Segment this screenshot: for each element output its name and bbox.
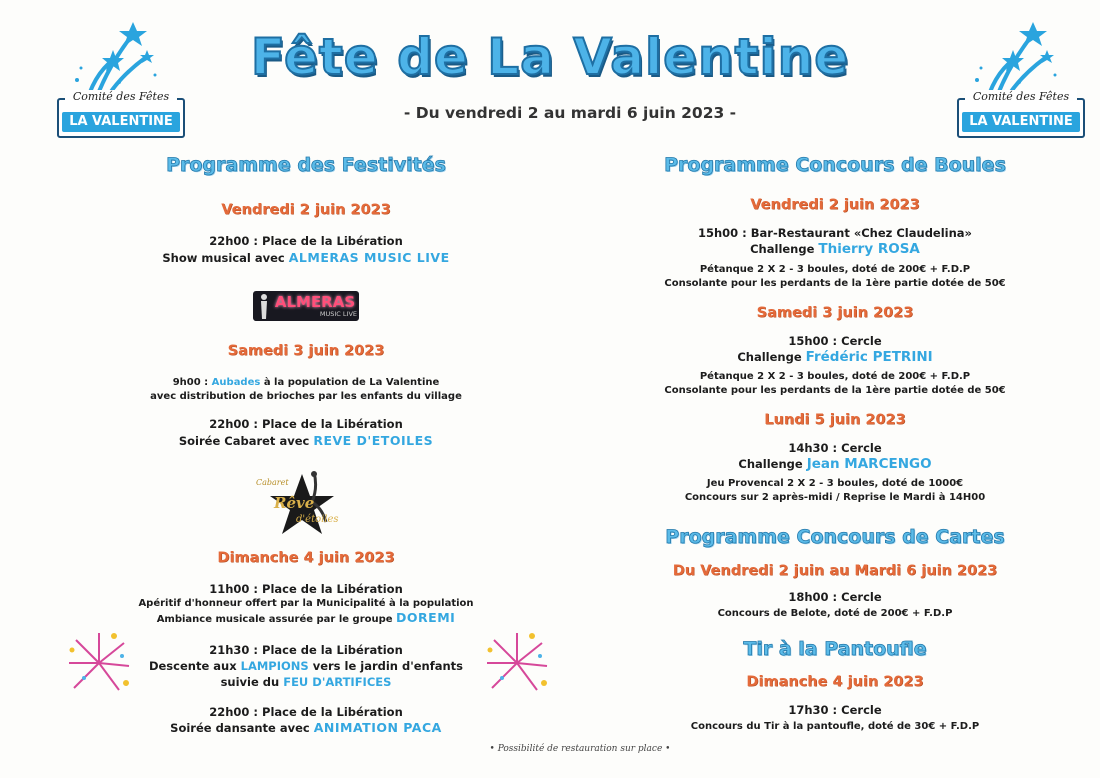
boules-saturday-challenge: Challenge — [737, 350, 806, 364]
saturday-b-line2 — [0, 434, 612, 448]
saturday-a-line2: avec distribution de brioches par les enfants du village — [150, 391, 462, 402]
pantoufle-heading: Dimanche 4 juin 2023 — [746, 674, 924, 690]
sunday-b-line2 — [0, 659, 612, 673]
cabaret-logo — [252, 468, 362, 540]
almeras-badge-sub: MUSIC LIVE — [319, 310, 357, 318]
reve-highlight: REVE D'ETOILES — [313, 433, 434, 448]
boules-saturday-line3: Pétanque 2 X 2 - 3 boules, doté de 200€ + F.D.P — [699, 371, 971, 382]
boules-monday-line2 — [580, 457, 1090, 471]
sunday-c-line2 — [0, 721, 612, 735]
jean-marcengo-highlight: Jean MARCENGO — [806, 456, 932, 472]
animation-paca-highlight: ANIMATION PACA — [313, 720, 442, 735]
cartes-section-title: Programme Concours de Cartes — [665, 526, 1005, 548]
frederic-petrini-highlight: Frédéric PETRINI — [805, 349, 933, 365]
saturday-b-line1: 22h00 : Place de la Libération — [209, 417, 403, 431]
pantoufle-line2: Concours du Tir à la pantoufle, doté de 30€ + F.D.P — [690, 721, 980, 732]
logo-small-text: Comité des Fêtes — [965, 90, 1077, 103]
boules-saturday-line2 — [580, 350, 1090, 364]
friday-highlight: ALMERAS MUSIC LIVE — [288, 250, 450, 265]
boules-monday-line4: Concours sur 2 après-midi / Reprise le Mardi à 14H00 — [684, 492, 986, 503]
saturday-heading: Samedi 3 juin 2023 — [227, 343, 385, 359]
sunday-a-line1: 11h00 : Place de la Libération — [209, 582, 403, 596]
friday-heading: Vendredi 2 juin 2023 — [221, 202, 391, 218]
saturday-a-line1 — [0, 376, 612, 389]
logo-big-text: LA VALENTINE — [962, 112, 1080, 132]
sunday-a-text: Ambiance musicale assurée par le groupe — [156, 614, 397, 625]
saturday-b-text: Soirée Cabaret avec — [178, 434, 314, 448]
logo-small-text: Comité des Fêtes — [65, 90, 177, 103]
saturday-a-time: 9h00 : — [172, 377, 212, 388]
page-subtitle: - Du vendredi 2 au mardi 6 juin 2023 - — [403, 104, 737, 122]
cartes-line2: Concours de Belote, doté de 200€ + F.D.P — [717, 608, 953, 619]
boules-monday-line1: 14h30 : Cercle — [788, 441, 882, 455]
thierry-rosa-highlight: Thierry ROSA — [818, 241, 920, 257]
sunday-b-text2: vers le jardin d'enfants — [308, 659, 464, 673]
almeras-badge-title: ALMERAS — [274, 293, 356, 311]
friday-line2 — [0, 251, 612, 265]
friday-line2-text: Show musical avec — [162, 251, 289, 265]
boules-monday-challenge: Challenge — [738, 457, 807, 471]
pantoufle-section-title: Tir à la Pantoufle — [743, 638, 927, 660]
doremi-highlight: DOREMI — [396, 610, 456, 625]
footer-note: • Possibilité de restauration sur place • — [489, 744, 671, 754]
boules-saturday-line1: 15h00 : Cercle — [788, 334, 882, 348]
friday-line1: 22h00 : Place de la Libération — [209, 234, 403, 248]
aubades-highlight: Aubades — [211, 377, 261, 388]
boules-saturday-heading: Samedi 3 juin 2023 — [756, 305, 914, 321]
sunday-heading: Dimanche 4 juin 2023 — [217, 550, 395, 566]
boules-monday-line3: Jeu Provencal 2 X 2 - 3 boules, doté de 1000€ — [706, 478, 964, 489]
sunday-a-line2: Apéritif d'honneur offert par la Municipalité à la population — [138, 598, 474, 609]
lampions-highlight: LAMPIONS — [240, 659, 309, 673]
boules-friday-line4: Consolante pour les perdants de la 1ère partie dotée de 50€ — [664, 278, 1006, 289]
cartes-heading: Du Vendredi 2 juin au Mardi 6 juin 2023 — [672, 563, 998, 579]
boules-section-title: Programme Concours de Boules — [664, 154, 1006, 176]
sunday-c-text: Soirée dansante avec — [170, 721, 314, 735]
almeras-badge — [253, 291, 359, 321]
boules-monday-heading: Lundi 5 juin 2023 — [764, 412, 906, 428]
saturday-a-text: à la population de La Valentine — [260, 377, 440, 388]
singer-silhouette-icon — [256, 291, 272, 321]
boules-friday-line2 — [580, 242, 1090, 256]
boules-friday-challenge: Challenge — [750, 242, 819, 256]
sunday-b-line3 — [0, 675, 612, 689]
festivities-section-title: Programme des Festivités — [166, 154, 446, 176]
boules-saturday-line4: Consolante pour les perdants de la 1ère partie dotée de 50€ — [664, 385, 1006, 396]
boules-friday-heading: Vendredi 2 juin 2023 — [750, 197, 920, 213]
sunday-b-text3: suivie du — [220, 675, 284, 689]
sunday-b-line1: 21h30 : Place de la Libération — [209, 643, 403, 657]
sunday-a-line3 — [0, 611, 612, 626]
feu-highlight: FEU D'ARTIFICES — [283, 675, 392, 689]
cartes-line1: 18h00 : Cercle — [788, 590, 882, 604]
sunday-b-text1: Descente aux — [148, 659, 241, 673]
sunday-c-line1: 22h00 : Place de la Libération — [209, 705, 403, 719]
logo-big-text: LA VALENTINE — [62, 112, 180, 132]
page-title: Fête de La Valentine — [250, 28, 850, 86]
cabaret-logo-bot: d'étoiles — [296, 514, 339, 525]
cabaret-logo-top: Cabaret — [256, 478, 289, 487]
boules-friday-line1: 15h00 : Bar-Restaurant «Chez Claudelina» — [697, 226, 972, 240]
boules-friday-line3: Pétanque 2 X 2 - 3 boules, doté de 200€ + F.D.P — [699, 264, 971, 275]
pantoufle-line1: 17h30 : Cercle — [788, 703, 882, 717]
cabaret-logo-mid: Rêve — [274, 494, 315, 512]
